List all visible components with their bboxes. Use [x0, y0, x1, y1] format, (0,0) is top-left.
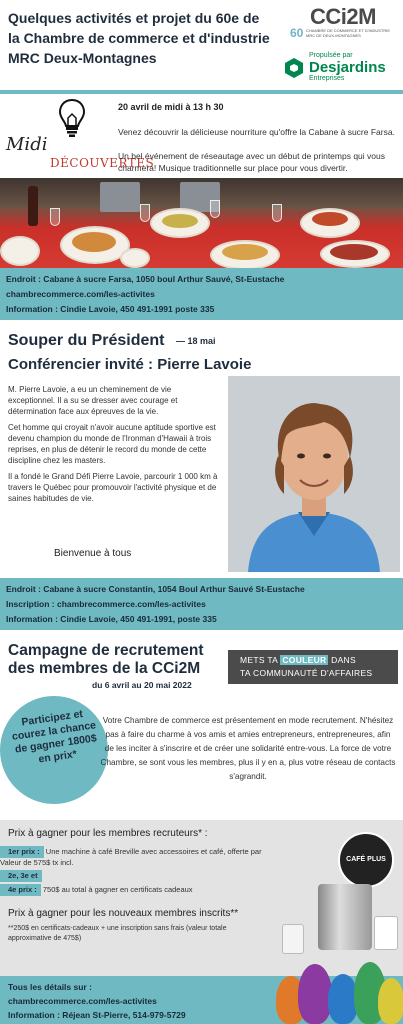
- campagne-section: [0, 636, 403, 1024]
- banner-line-1: [240, 654, 386, 667]
- speaker-portrait-drawing: [228, 376, 400, 572]
- banner-text: METS TA: [240, 655, 281, 665]
- couleur-banner: [228, 650, 398, 684]
- footer-link[interactable]: chambrecommerce.com/les-activites: [8, 996, 157, 1006]
- recruiters-prizes-title: Prix à gagner pour les membres recruteurs* :: [8, 828, 208, 839]
- prize-4-tag: 4e prix :: [0, 884, 41, 896]
- prize-23-tag: 2e, 3e et: [0, 870, 42, 882]
- banner-highlight: COULEUR: [282, 655, 327, 665]
- cafe-plus-logo: CAFÉ PLUS: [338, 832, 394, 888]
- event-description-2: Un bel événement de réseautage avec un début de printemps qui vous charmera! Musique traditionnelle sur place pour vous divertir.: [118, 151, 385, 173]
- banner-text: DANS: [328, 655, 356, 665]
- desjardins-name: Desjardins: [309, 59, 386, 76]
- souper-paragraph: M. Pierre Lavoie, a eu un cheminement de vie exceptionnel. Il a su se dresser avec courage et détermination face aux épreuves de la vie.: [8, 385, 178, 416]
- souper-description: [8, 384, 220, 509]
- midi-logo-word: Midi: [6, 134, 48, 155]
- info-contact: Information : Cindie Lavoie, 450 491-1991 poste 335: [6, 304, 215, 314]
- info-contact: Information : Cindie Lavoie, 450 491-1991, poste 335: [6, 614, 217, 624]
- souper-info-bar: [0, 578, 403, 630]
- table-setting-photo: [0, 178, 403, 268]
- decouvertes-logo-word: DÉCOUVERTES: [50, 156, 155, 170]
- prize-circle-text: Participez et courez la chance de gagner 1800$ en prix*: [11, 707, 98, 766]
- prize-1-tag: 1er prix :: [0, 846, 44, 858]
- souper-paragraph: Il a fondé le Grand Défi Pierre Lavoie, parcourir 1 000 km à travers le Québec pour promouvoir l'activité physique et de saines habitudes de vie.: [8, 472, 218, 503]
- info-location: Endroit : Cabane à sucre Farsa, 1050 boul Arthur Sauvé, St-Eustache: [6, 274, 285, 284]
- lightbulb-icon: [56, 96, 88, 138]
- cci2m-logo-subtitle: CHAMBRE DE COMMERCE ET D'INDUSTRIE MRC DE DEUX-MONTAGNES: [306, 28, 391, 38]
- desjardins-logo: [285, 52, 403, 86]
- info-registration[interactable]: Inscription : chambrecommerce.com/les-activites: [6, 599, 206, 609]
- desjardins-sub: Entreprises: [309, 75, 345, 82]
- desjardins-hexagon-icon: [285, 58, 303, 78]
- prize-4-text: 750$ au total à gagner en certificats cadeaux: [42, 885, 193, 894]
- cci2m-logo: [290, 4, 400, 46]
- prize-1-text: Une machine à café Breville avec accessoires et café, offerte par Valeur de 575$ tx incl.: [0, 847, 262, 867]
- banner-line-2: TA COMMUNAUTÉ D'AFFAIRES: [240, 668, 373, 678]
- event-description: Venez découvrir la délicieuse nourriture qu'offre la Cabane à sucre Farsa.: [118, 127, 395, 137]
- prize-1: [0, 846, 270, 868]
- new-members-prizes-note: **250$ en certificats-cadeaux + une inscription sans frais (valeur totale approximative de 475$): [8, 925, 227, 942]
- prize-4: [0, 884, 193, 896]
- souper-date: — 18 mai: [176, 336, 216, 346]
- coffee-bag-image: [374, 916, 398, 950]
- cci2m-logo-text: CCi2M: [310, 4, 376, 29]
- prizes-panel: [0, 820, 403, 976]
- event-date: 20 avril de midi à 13 h 30: [118, 102, 224, 112]
- campagne-body: Votre Chambre de commerce est présentement en mode recrutement. N'hésitez pas à faire du charme à vos amis et amies entrepreneurs, entrepreneures, afin de les inciter à s'inscrire et de créer une solidarité entre-vous. La force de votre Chambre, se sont vous les membres, plus il y en a, plus votre réseau de contacts s'agrandit.: [100, 716, 396, 781]
- souper-title: Souper du Président: [8, 332, 165, 349]
- campagne-date: du 6 avril au 20 mai 2022: [92, 680, 192, 690]
- speaker-portrait: [228, 376, 400, 572]
- souper-president-section: [0, 326, 403, 578]
- midi-info-bar: [0, 268, 403, 320]
- campagne-title: Campagne de recrutement des membres de la CCi2M: [8, 642, 204, 677]
- prize-23: [0, 870, 42, 882]
- page-title: Quelques activités et projet du 60e de la Chambre de commerce et d'industrie MRC Deux-Montagnes: [8, 10, 270, 66]
- welcome-text: Bienvenue à tous: [54, 548, 132, 559]
- section-top-bar: [0, 90, 403, 94]
- new-members-prizes-title: Prix à gagner pour les nouveaux membres inscrits**: [8, 908, 239, 919]
- coffee-canister-image: [282, 924, 304, 954]
- midi-decouvertes-section: [0, 90, 403, 178]
- coffee-machine-image: [318, 884, 372, 950]
- desjardins-prefix: Propulsée par: [309, 52, 353, 59]
- footer-details: Tous les détails sur :: [8, 982, 92, 992]
- footer-contact: Information : Réjean St-Pierre, 514-979-5729: [8, 1010, 186, 1020]
- info-link[interactable]: chambrecommerce.com/les-activites: [6, 289, 155, 299]
- souper-paragraph: Cet homme qui croyait n'avoir aucune aptitude sportive est devenu champion du monde de l'Ironman d'Hawaii à trois reprises, en plus de détenir le record du monde de cette discipline chez les masters.: [8, 423, 216, 465]
- sixtieth-mark: 60: [290, 26, 304, 40]
- colorful-heads-illustration: [270, 956, 403, 1024]
- header: [0, 0, 403, 90]
- souper-subtitle: Conférencier invité : Pierre Lavoie: [8, 356, 252, 373]
- info-location: Endroit : Cabane à sucre Constantin, 1054 Boul Arthur Sauvé St-Eustache: [6, 584, 305, 594]
